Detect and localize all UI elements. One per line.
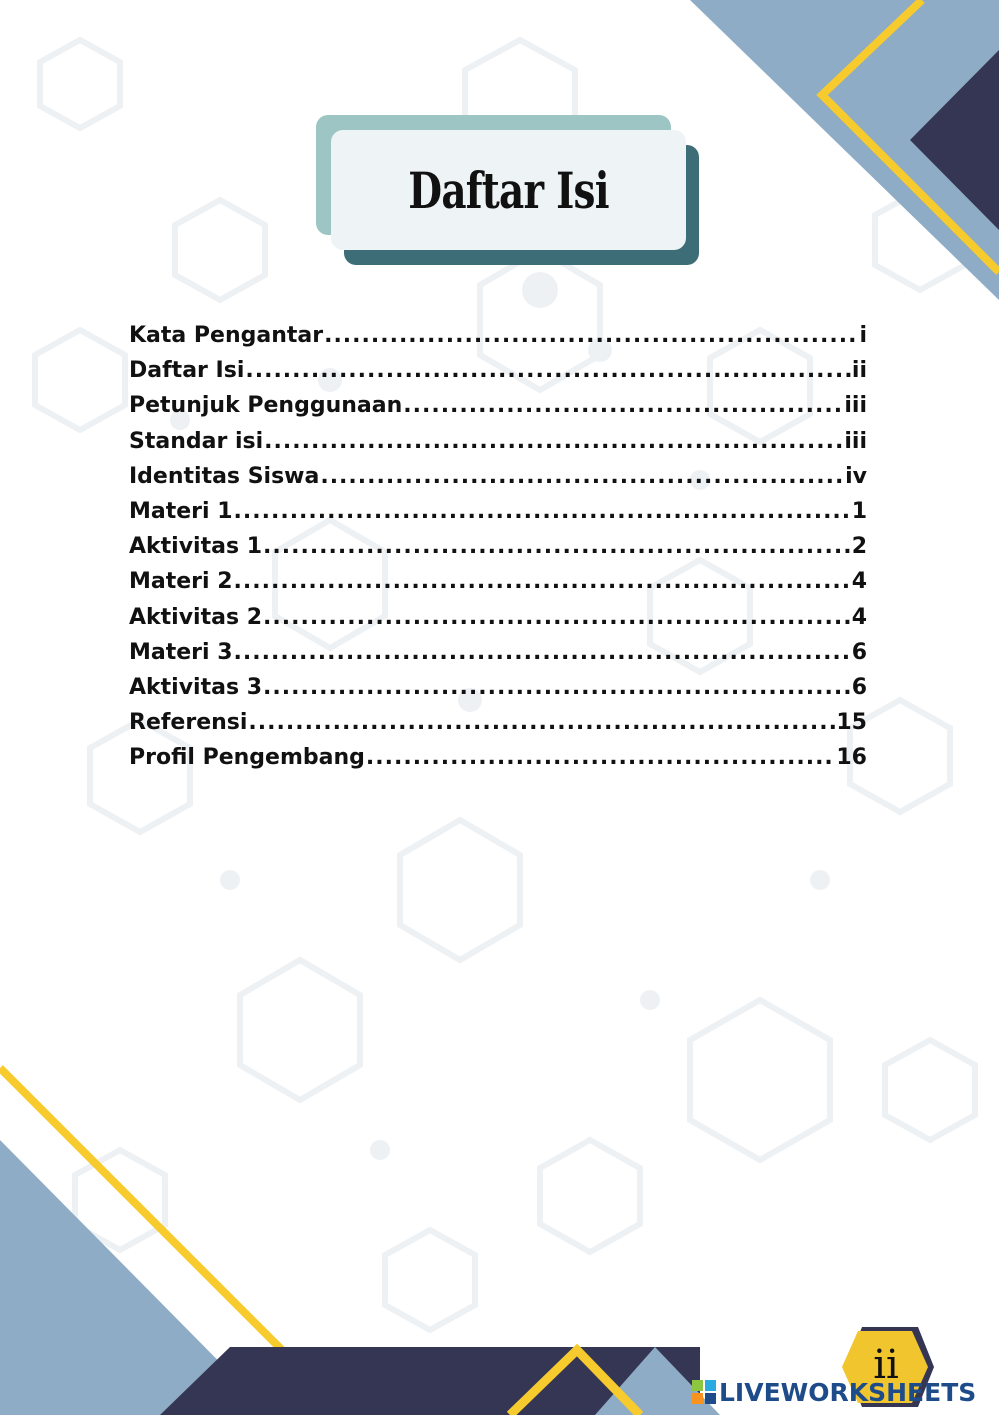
toc-page-number: iii	[844, 428, 867, 454]
toc-leader-dots	[264, 429, 843, 454]
toc-label: Profil Pengembang	[129, 745, 365, 771]
toc-page-number: 4	[851, 569, 867, 595]
toc-page-number: 4	[851, 604, 867, 630]
toc-label: Identitas Siswa	[129, 463, 320, 489]
table-of-contents	[129, 323, 867, 780]
toc-leader-dots	[234, 499, 851, 524]
title-box	[316, 115, 700, 267]
toc-entry[interactable]	[129, 358, 867, 393]
toc-page-number: 6	[851, 674, 867, 700]
watermark-text: LIVEWORKSHEETS	[719, 1377, 977, 1407]
toc-page-number: iv	[845, 463, 867, 489]
liveworksheets-watermark[interactable]	[691, 1375, 976, 1409]
toc-label: Aktivitas 2	[129, 604, 263, 630]
title-card	[331, 130, 686, 250]
toc-leader-dots	[366, 745, 835, 770]
toc-page-number: 2	[851, 534, 867, 560]
toc-entry[interactable]	[129, 323, 867, 358]
toc-entry[interactable]	[129, 605, 867, 640]
toc-label: Referensi	[129, 710, 248, 736]
toc-label: Aktivitas 3	[129, 674, 263, 700]
toc-page-number: 16	[836, 745, 867, 771]
toc-entry[interactable]	[129, 534, 867, 569]
toc-entry[interactable]	[129, 710, 867, 745]
toc-leader-dots	[263, 534, 851, 559]
toc-page-number: 1	[851, 498, 867, 524]
toc-entry[interactable]	[129, 429, 867, 464]
toc-label: Petunjuk Penggunaan	[129, 393, 403, 419]
toc-entry[interactable]	[129, 675, 867, 710]
toc-page-number: iii	[844, 393, 867, 419]
toc-leader-dots	[234, 569, 851, 594]
toc-leader-dots	[263, 675, 851, 700]
toc-label: Standar isi	[129, 428, 264, 454]
page-number: ii	[873, 1342, 899, 1388]
toc-page-number: ii	[851, 358, 867, 384]
toc-leader-dots	[263, 605, 851, 630]
liveworksheets-logo-icon	[691, 1379, 717, 1405]
toc-entry[interactable]	[129, 464, 867, 499]
toc-leader-dots	[403, 393, 843, 418]
page-title: Daftar Isi	[408, 160, 609, 220]
toc-entry[interactable]	[129, 745, 867, 780]
toc-page-number: 6	[851, 639, 867, 665]
toc-leader-dots	[324, 323, 858, 348]
toc-entry[interactable]	[129, 640, 867, 675]
toc-leader-dots	[248, 710, 835, 735]
toc-label: Kata Pengantar	[129, 323, 324, 348]
toc-leader-dots	[320, 464, 844, 489]
toc-leader-dots	[245, 358, 851, 383]
toc-label: Materi 3	[129, 639, 233, 665]
toc-page-number: i	[859, 323, 867, 348]
toc-label: Materi 2	[129, 569, 233, 595]
toc-entry[interactable]	[129, 499, 867, 534]
toc-label: Aktivitas 1	[129, 534, 263, 560]
toc-label: Materi 1	[129, 498, 233, 524]
toc-leader-dots	[234, 640, 851, 665]
toc-entry[interactable]	[129, 393, 867, 428]
toc-page-number: 15	[836, 710, 867, 736]
toc-entry[interactable]	[129, 569, 867, 604]
toc-label: Daftar Isi	[129, 358, 245, 384]
